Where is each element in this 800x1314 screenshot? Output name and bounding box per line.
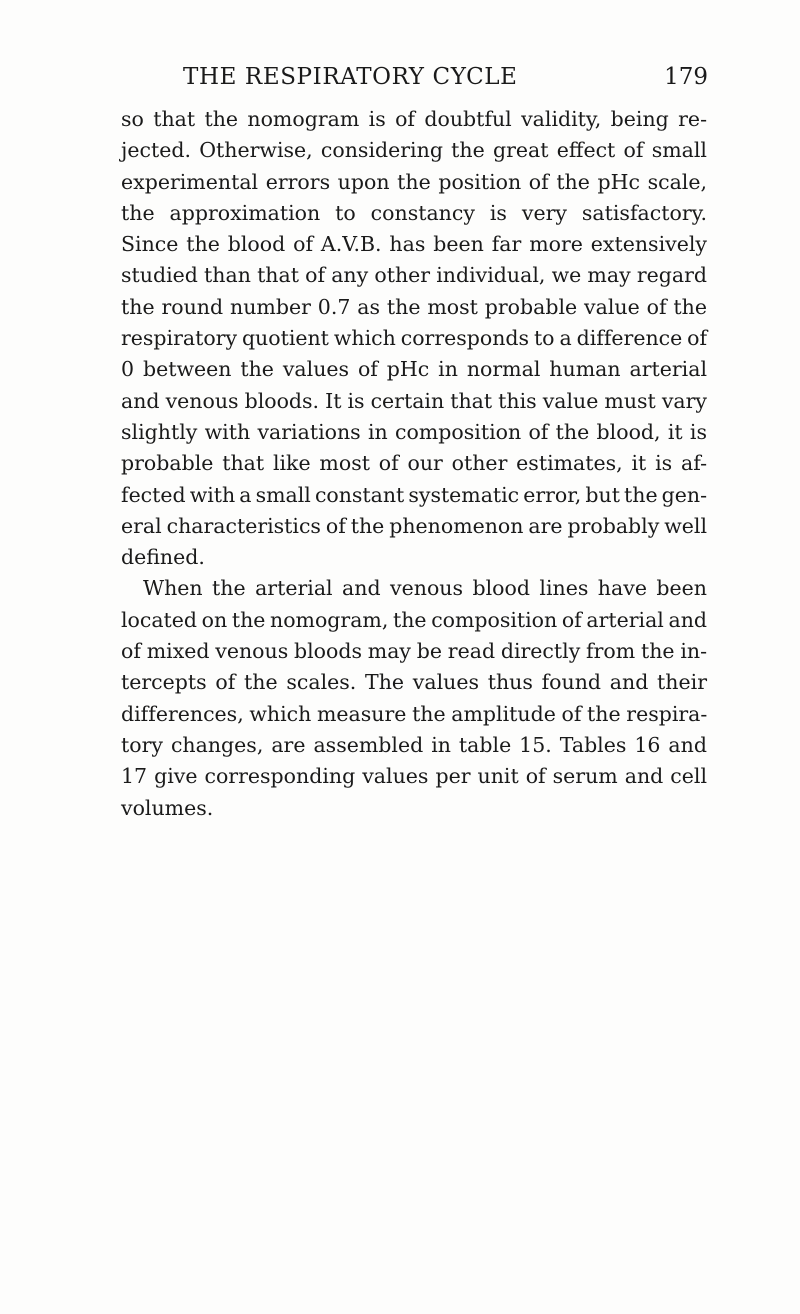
text-line: the approximation to constancy is very satisfactory.: [121, 200, 707, 225]
text-line: fected with a small constant systematic error, but the gen-: [121, 482, 707, 507]
text-line: studied than that of any other individual, we may regard: [121, 263, 707, 288]
text-line: 0 between the values of pHc in normal human arterial: [121, 357, 707, 382]
text-line: volumes.: [121, 795, 214, 820]
text-line: located on the nomogram, the composition of arterial and: [121, 607, 707, 632]
running-head: [183, 60, 708, 94]
paragraph-2: [121, 573, 707, 823]
text-line: Since the blood of A.V.B. has been far more extensively: [121, 232, 707, 257]
text-line: and venous bloods. It is certain that this value must vary: [121, 388, 707, 413]
text-line: tory changes, are assembled in table 15. Tables 16 and: [121, 732, 707, 757]
text-line: so that the nomogram is of doubtful validity, being re-: [121, 107, 707, 131]
text-line: defined.: [121, 545, 205, 570]
page-number: 179: [664, 64, 708, 90]
text-line: the round number 0.7 as the most probable value of the: [121, 294, 707, 319]
text-line: differences, which measure the amplitude of the respira-: [121, 701, 708, 726]
text-line: tercepts of the scales. The values thus found and their: [121, 670, 707, 695]
paragraph-1: [121, 104, 707, 573]
body-text: [121, 104, 707, 824]
text-line: of mixed venous bloods may be read directly from the in-: [121, 639, 707, 664]
text-line: respiratory quotient which corresponds to a difference of: [121, 326, 708, 351]
text-line: When the arterial and venous blood lines have been: [143, 576, 707, 601]
text-line: slightly with variations in composition of the blood, it is: [121, 419, 707, 444]
text-line: experimental errors upon the position of the pHc scale,: [121, 169, 707, 194]
text-line: jected. Otherwise, considering the great effect of small: [121, 138, 707, 163]
text-line: 17 give corresponding values per unit of serum and cell: [121, 764, 707, 789]
text-line: probable that like most of our other estimates, it is af-: [121, 451, 707, 476]
text-line: eral characteristics of the phenomenon are probably well: [121, 513, 707, 538]
running-title: THE RESPIRATORY CYCLE: [183, 64, 518, 90]
